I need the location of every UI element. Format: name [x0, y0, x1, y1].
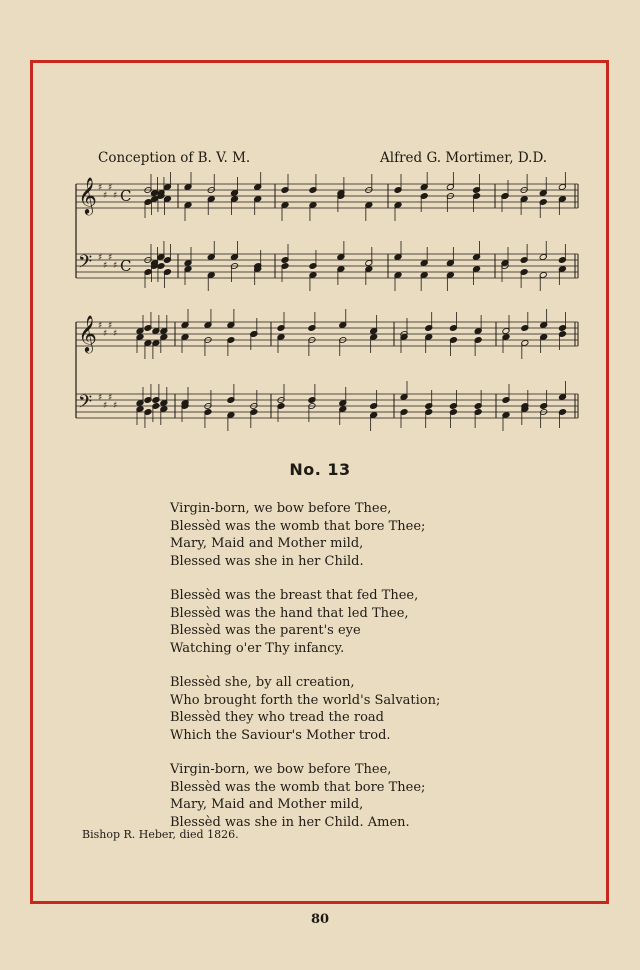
time-signature: C: [120, 257, 132, 275]
sharp-icon: ♯: [113, 329, 118, 339]
hymn-number: No. 13: [289, 460, 351, 479]
sharp-icon: ♯: [98, 183, 103, 193]
treble-clef-icon: 𝄞: [78, 314, 97, 352]
lyric-line: Blessèd she, by all creation,: [170, 675, 355, 690]
sharp-icon: ♯: [108, 393, 113, 403]
verse-4: [170, 761, 440, 831]
lyric-line: Blessèd was the hand that led Thee,: [170, 605, 409, 621]
lyric-line: Which the Saviour's Mother trod.: [170, 727, 391, 743]
sharp-icon: ♯: [108, 321, 113, 331]
sharp-icon: ♯: [108, 183, 113, 193]
lyric-line: Mary, Maid and Mother mild,: [170, 536, 364, 551]
sharp-icon: ♯: [103, 191, 108, 201]
treble-clef-icon: 𝄞: [78, 176, 97, 214]
lyric-line: Blessèd was the womb that bore Thee;: [170, 518, 426, 534]
text-author: Bishop R. Heber, died 1826.: [82, 828, 239, 841]
page-number: 80: [310, 912, 330, 927]
lyric-line: Watching o'er Thy infancy.: [170, 640, 345, 656]
sharp-icon: ♯: [103, 401, 108, 411]
sheet-music: [70, 172, 585, 434]
hymn-lyrics: [170, 500, 440, 848]
lyric-line: Blessèd was the breast that fed Thee,: [170, 588, 419, 603]
lyric-line: Blessèd they who tread the road: [170, 710, 384, 725]
lyric-line: Blessed was she in her Child.: [170, 553, 364, 569]
bass-clef-icon: 𝄢: [78, 392, 93, 417]
sharp-icon: ♯: [113, 191, 118, 201]
verse-1: [170, 500, 440, 570]
lyric-line: Blessèd was the parent's eye: [170, 623, 361, 638]
verse-2: [170, 587, 440, 657]
tune-title: Conception of B. V. M.: [98, 150, 251, 166]
lyric-line: Virgin-born, we bow before Thee,: [170, 762, 392, 777]
sharp-icon: ♯: [103, 329, 108, 339]
lyric-line: Who brought forth the world's Salvation;: [170, 692, 441, 708]
lyric-line: Virgin-born, we bow before Thee,: [170, 501, 392, 516]
sharp-icon: ♯: [113, 261, 118, 271]
lyric-line: Mary, Maid and Mother mild,: [170, 797, 364, 812]
sharp-icon: ♯: [103, 261, 108, 271]
composer-credit: Alfred G. Mortimer, D.D.: [380, 150, 548, 166]
verse-3: [170, 674, 440, 744]
sharp-icon: ♯: [98, 393, 103, 403]
lyric-line: Blessèd was the womb that bore Thee;: [170, 779, 426, 795]
sharp-icon: ♯: [98, 253, 103, 263]
bass-clef-icon: 𝄢: [78, 252, 93, 277]
time-signature: C: [120, 187, 132, 205]
lyric-line: Blessèd was she in her Child. Amen.: [170, 814, 410, 830]
sharp-icon: ♯: [113, 401, 118, 411]
sharp-icon: ♯: [108, 253, 113, 263]
sharp-icon: ♯: [98, 321, 103, 331]
